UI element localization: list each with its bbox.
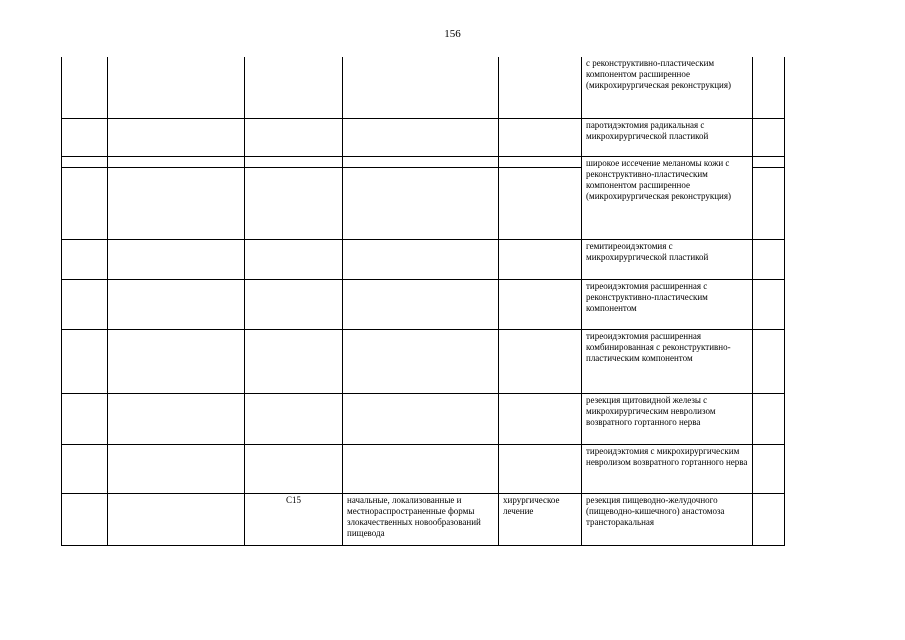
cell-method: резекция пищеводно-желудочного (пищеводно-кишечного) анастомоза трансторакальная [582, 493, 753, 545]
cell-method: широкое иссечение меланомы кожи с реконструктивно-пластическим компонентом расширенное (микрохирургическая реконструкция) [582, 156, 753, 239]
cell-profile [108, 156, 245, 167]
cell-profile [108, 329, 245, 393]
table-row [62, 329, 785, 393]
cell-extra [753, 167, 785, 239]
cell-method: с реконструктивно-пластическим компонентом расширенное (микрохирургическая реконструкция) [582, 57, 753, 118]
cell-method: тиреоидэктомия расширенная с реконструктивно-пластическим компонентом [582, 279, 753, 329]
cell-icd-code [245, 57, 343, 118]
cell-profile [108, 493, 245, 545]
cell-icd-code [245, 118, 343, 156]
cell-profile [108, 118, 245, 156]
cell-treatment-type [499, 57, 582, 118]
cell-icd-code [245, 167, 343, 239]
cell-diagnosis [343, 444, 499, 493]
cell-icd-code [245, 279, 343, 329]
cell-diagnosis [343, 239, 499, 279]
cell-extra [753, 57, 785, 118]
cell-number [62, 239, 108, 279]
table-row [62, 279, 785, 329]
cell-number [62, 279, 108, 329]
cell-treatment-type [499, 444, 582, 493]
cell-treatment-type [499, 279, 582, 329]
cell-number [62, 57, 108, 118]
cell-number [62, 444, 108, 493]
cell-diagnosis [343, 118, 499, 156]
cell-profile [108, 57, 245, 118]
cell-icd-code [245, 156, 343, 167]
table-row [62, 57, 785, 118]
table-row [62, 444, 785, 493]
cell-method: тиреоидэктомия расширенная комбинированная с реконструктивно-пластическим компонентом [582, 329, 753, 393]
cell-method: паротидэктомия радикальная с микрохирургической пластикой [582, 118, 753, 156]
cell-treatment-type [499, 167, 582, 239]
table-row [62, 156, 785, 167]
cell-treatment-type: хирургическое лечение [499, 493, 582, 545]
cell-method: гемитиреоидэктомия с микрохирургической пластикой [582, 239, 753, 279]
cell-icd-code [245, 393, 343, 444]
cell-icd-code [245, 239, 343, 279]
cell-diagnosis [343, 57, 499, 118]
page-number: 156 [444, 28, 461, 40]
cell-profile [108, 444, 245, 493]
cell-profile [108, 167, 245, 239]
cell-extra [753, 393, 785, 444]
cell-number [62, 156, 108, 167]
cell-treatment-type [499, 329, 582, 393]
table-row [62, 239, 785, 279]
cell-profile [108, 239, 245, 279]
cell-diagnosis [343, 393, 499, 444]
cell-method: тиреоидэктомия с микрохирургическим невролизом возвратного гортанного нерва [582, 444, 753, 493]
cell-treatment-type [499, 156, 582, 167]
cell-extra [753, 239, 785, 279]
cell-profile [108, 393, 245, 444]
cell-treatment-type [499, 118, 582, 156]
cell-diagnosis [343, 279, 499, 329]
procedures-table [61, 57, 784, 546]
cell-extra [753, 444, 785, 493]
cell-icd-code [245, 444, 343, 493]
table-row [62, 393, 785, 444]
cell-extra [753, 329, 785, 393]
cell-treatment-type [499, 393, 582, 444]
cell-extra [753, 493, 785, 545]
table-row [62, 493, 785, 545]
cell-extra [753, 118, 785, 156]
cell-extra [753, 156, 785, 167]
cell-icd-code [245, 329, 343, 393]
cell-icd-code: C15 [245, 493, 343, 545]
cell-number [62, 493, 108, 545]
cell-number [62, 393, 108, 444]
cell-number [62, 329, 108, 393]
cell-diagnosis [343, 329, 499, 393]
cell-treatment-type [499, 239, 582, 279]
cell-diagnosis [343, 167, 499, 239]
cell-diagnosis: начальные, локализованные и местнораспространенные формы злокачественных новообразований пищевода [343, 493, 499, 545]
cell-diagnosis [343, 156, 499, 167]
cell-number [62, 118, 108, 156]
cell-extra [753, 279, 785, 329]
table-row [62, 118, 785, 156]
cell-profile [108, 279, 245, 329]
cell-number [62, 167, 108, 239]
cell-method: резекция щитовидной железы с микрохирургическим невролизом возвратного гортанного нерва [582, 393, 753, 444]
